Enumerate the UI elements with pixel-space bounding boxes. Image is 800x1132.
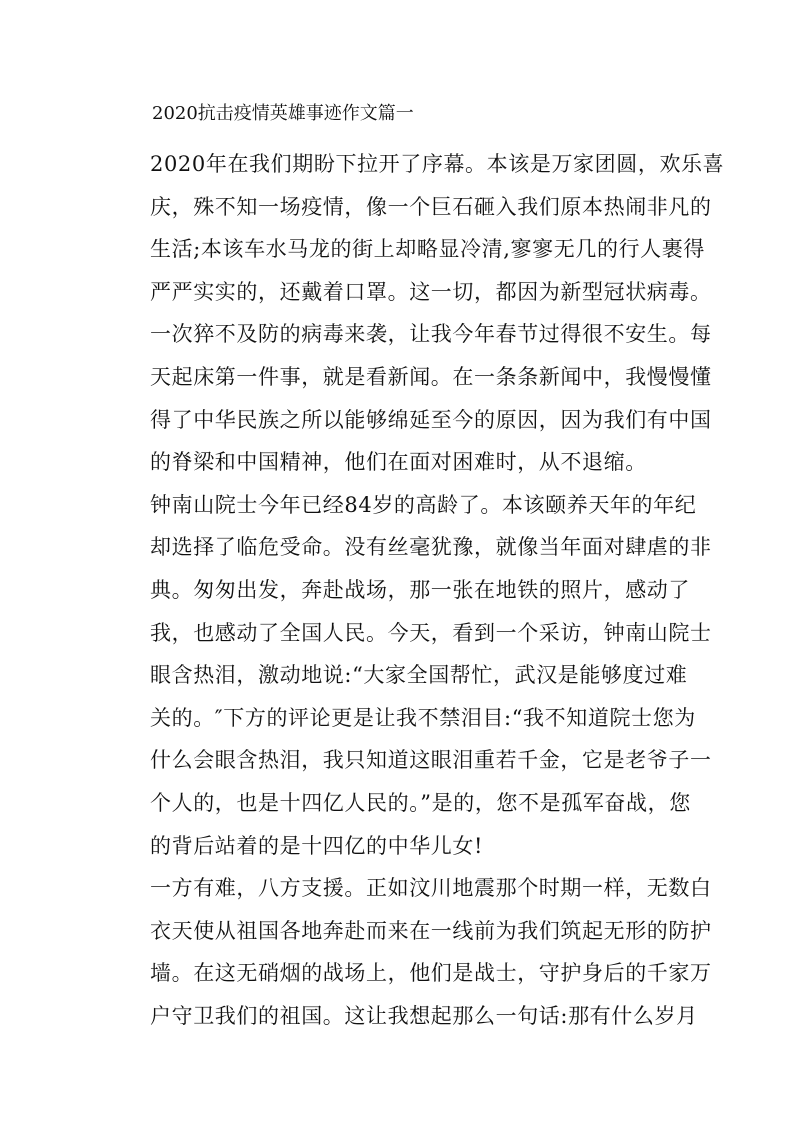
text-line: 严严实实的，还戴着口罩。这一切，都因为新型冠状病毒。 xyxy=(150,279,712,304)
text-line: 的背后站着的是十四亿的中华儿女! xyxy=(150,833,484,858)
text-line: 得了中华民族之所以能够绵延至今的原因，因为我们有中国 xyxy=(150,407,712,432)
text-line: 典。匆匆出发，奔赴战场，那一张在地铁的照片，感动了 xyxy=(150,577,690,602)
text-line: 一次猝不及防的病毒来袭，让我今年春节过得很不安生。每 xyxy=(150,322,712,347)
text-line: 墙。在这无硝烟的战场上，他们是战士，守护身后的千家万 xyxy=(150,961,712,986)
text-line: 天起床第一件事，就是看新闻。在一条条新闻中，我慢慢懂 xyxy=(150,364,712,389)
text-line: 生活;本该车水马龙的街上却略显冷清,寥寥无几的行人裹得 xyxy=(150,237,705,262)
text-line: 什么会眼含热泪，我只知道这眼泪重若千金，它是老爷子一 xyxy=(150,748,712,773)
text-line: 的脊梁和中国精神，他们在面对困难时，从不退缩。 xyxy=(150,450,647,475)
document-body xyxy=(150,143,725,1037)
text-line: 眼含热泪，激动地说:“大家全国帮忙，武汉是能够度过难 xyxy=(150,663,688,688)
text-line: 关的。″下方的评论更是让我不禁泪目:“我不知道院士您为 xyxy=(150,705,696,730)
text-line: 衣天使从祖国各地奔赴而来在一线前为我们筑起无形的防护 xyxy=(150,918,712,943)
text-line: 户守卫我们的祖国。这让我想起那么一句话:那有什么岁月 xyxy=(150,1003,698,1028)
text-line: 一方有难，八方支援。正如汶川地震那个时期一样，无数白 xyxy=(150,876,712,901)
text-line: 我，也感动了全国人民。今天，看到一个采访，钟南山院士 xyxy=(150,620,712,645)
text-line: 2020年在我们期盼下拉开了序幕。本该是万家团圆，欢乐喜 xyxy=(150,152,725,176)
text-line: 个人的，也是十四亿人民的。”是的，您不是孤军奋战，您 xyxy=(150,790,691,815)
text-line: 钟南山院士今年已经84岁的高龄了。本该颐养天年的年纪 xyxy=(150,492,697,517)
text-line: 庆，殊不知一场疫情，像一个巨石砸入我们原本热闹非凡的 xyxy=(150,194,712,219)
document-title: 2020抗击疫情英雄事迹作文篇一 xyxy=(152,103,414,124)
text-line: 却选择了临危受命。没有丝毫犹豫，就像当年面对肆虐的非 xyxy=(150,535,712,560)
